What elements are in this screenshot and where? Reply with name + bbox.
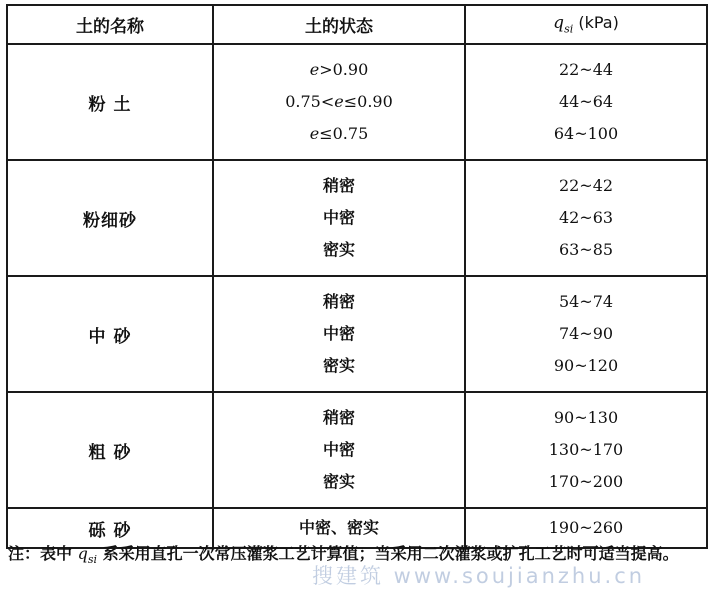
header-row [7, 5, 707, 44]
qsi-value: 63~85 [558, 240, 614, 259]
table-note: 注：表中 $q_{si}$ 系采用直孔一次常压灌浆工艺计算值；当采用二次灌浆或扩孔工艺时可适当提高。 [8, 544, 679, 567]
soil-state: 稍密 [322, 408, 355, 427]
soil-state-cell [213, 44, 465, 160]
qsi-value: 44~64 [558, 92, 614, 111]
soil-state: 中密 [322, 440, 355, 459]
soil-name: 粉 土 [88, 94, 132, 115]
soil-state: 稍密 [322, 176, 355, 195]
table-row [7, 392, 707, 508]
qsi-value: 90~130 [553, 408, 619, 427]
soil-name: 粗 砂 [88, 442, 132, 463]
qsi-value: 90~120 [553, 356, 619, 375]
soil-state-cell [213, 276, 465, 392]
soil-state: 中密 [322, 324, 355, 343]
qsi-value: 64~100 [553, 124, 619, 143]
soil-state: e>0.90 [309, 60, 369, 79]
soil-state: 稍密 [322, 292, 355, 311]
qsi-value-cell [465, 276, 707, 392]
soil-state: 密实 [322, 472, 355, 491]
soil-state-cell [213, 160, 465, 276]
soil-name-cell [7, 44, 213, 160]
soil-name-cell [7, 392, 213, 508]
soil-name-cell [7, 160, 213, 276]
qsi-value: 130~170 [548, 440, 624, 459]
table-row [7, 276, 707, 392]
soil-resistance-table [6, 4, 708, 549]
qsi-value: 42~63 [558, 208, 614, 227]
soil-name: 粉细砂 [83, 210, 137, 231]
header-qsi: $q_{si}$ (kPa) [465, 5, 707, 44]
soil-state: 0.75<e≤0.90 [285, 92, 393, 111]
qsi-value: 54~74 [558, 292, 614, 311]
qsi-value: 22~42 [558, 176, 614, 195]
table-row [7, 160, 707, 276]
qsi-value: 22~44 [558, 60, 614, 79]
qsi-value-cell [465, 160, 707, 276]
qsi-value: 74~90 [558, 324, 614, 343]
qsi-value-cell [465, 44, 707, 160]
soil-state: 密实 [322, 356, 355, 375]
header-soil-state: 土的状态 [213, 5, 465, 44]
qsi-value: 170~200 [548, 472, 624, 491]
soil-name: 中 砂 [88, 326, 132, 347]
qsi-value: 190~260 [548, 518, 624, 537]
header-soil-name: 土的名称 [7, 5, 213, 44]
soil-state: 中密、密实 [298, 518, 379, 537]
watermark: 搜建筑 www.soujianzhu.cn [312, 564, 646, 588]
table-row [7, 44, 707, 160]
soil-state: 中密 [322, 208, 355, 227]
soil-state: 密实 [322, 240, 355, 259]
qsi-value-cell [465, 392, 707, 508]
soil-state: e≤0.75 [309, 124, 369, 143]
soil-name-cell [7, 276, 213, 392]
soil-name: 砾 砂 [88, 520, 132, 541]
soil-state-cell [213, 392, 465, 508]
